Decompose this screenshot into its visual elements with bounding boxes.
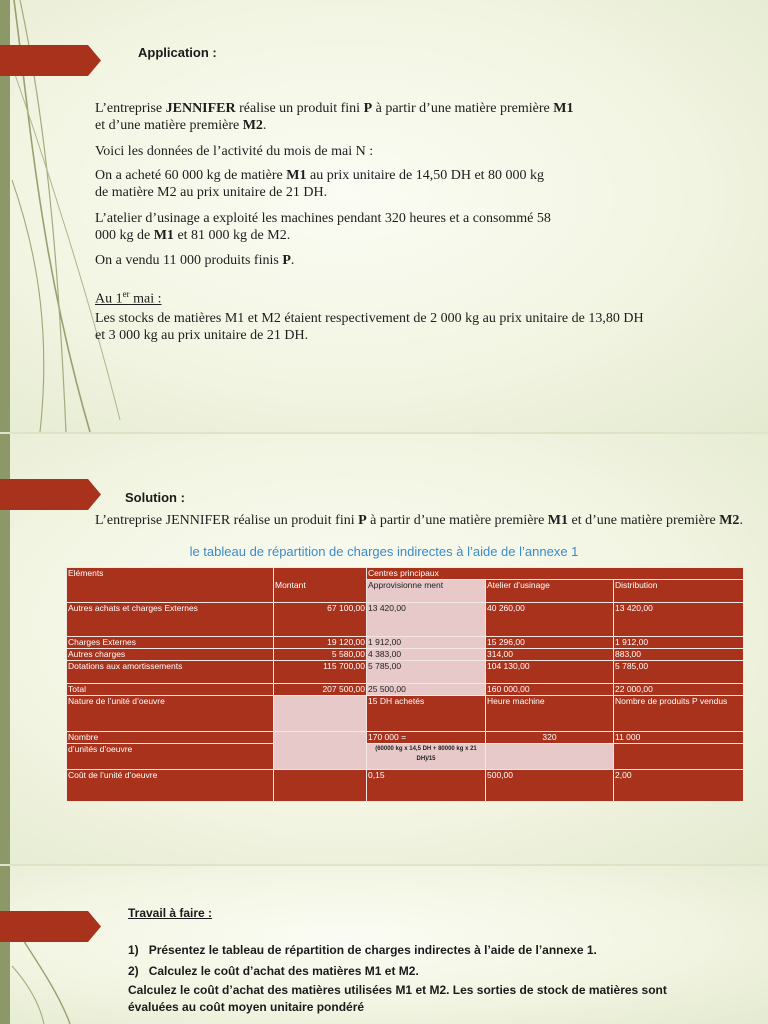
heading-banner <box>0 911 101 942</box>
cell-appro: 13 420,00 <box>367 603 486 637</box>
charges-table <box>66 567 744 802</box>
cell-formula: (60000 kg x 14,5 DH + 80000 kg x 21 DH)/15 <box>367 744 486 770</box>
cell-distribution: 883,00 <box>614 649 744 661</box>
row-label: Coût de l’unité d’oeuvre <box>67 770 274 802</box>
table-row <box>67 637 744 649</box>
table-title: le tableau de répartition de charges indirectes à l’aide de l’annexe 1 <box>189 544 579 559</box>
cell-montant: 67 100,00 <box>274 603 367 637</box>
cell-montant: 5 580,00 <box>274 649 367 661</box>
table-header-row <box>67 568 744 580</box>
cell-distribution: Nombre de produits P vendus <box>614 696 744 732</box>
cell-montant: 207 500,00 <box>274 684 367 696</box>
table-row <box>67 661 744 684</box>
row-label: d’unités d’oeuvre <box>67 744 274 770</box>
paragraph-sales: On a vendu 11 000 produits finis P. <box>95 253 295 268</box>
travail-heading: Travail à faire : <box>128 906 213 920</box>
cell-atelier: 104 130,00 <box>486 661 614 684</box>
solution-heading: Solution : <box>125 490 185 505</box>
cell-distribution: 1 912,00 <box>614 637 744 649</box>
paragraph-stocks: Les stocks de matières M1 et M2 étaient respectivement de 2 000 kg au prix unitaire de 13,80 DH et 3 000 kg au prix unitaire de 21 DH. <box>95 311 644 343</box>
cell-distribution-empty <box>614 744 744 770</box>
header-centres: Centres principaux <box>367 568 744 580</box>
cell-atelier: 40 260,00 <box>486 603 614 637</box>
question-1: 1) Présentez le tableau de répartition de charges indirectes à l’aide de l’annexe 1. <box>128 943 597 957</box>
cell-appro: 5 785,00 <box>367 661 486 684</box>
cell-appro: 25 500,00 <box>367 684 486 696</box>
cell-atelier: Heure machine <box>486 696 614 732</box>
solution-intro: L’entreprise JENNIFER réalise un produit fini P à partir d’une matière première M1 et d’une matière première M2. <box>95 513 743 528</box>
cell-atelier: 160 000,00 <box>486 684 614 696</box>
cell-atelier: 500,00 <box>486 770 614 802</box>
cell-appro: 15 DH achetés <box>367 696 486 732</box>
table-row-cout <box>67 770 744 802</box>
heading-banner <box>0 45 101 76</box>
table-row-nombre <box>67 732 744 744</box>
question-3: Calculez le coût d’achat des matières utilisées M1 et M2. Les sorties de stock de matières sont évaluées au coût moyen unitaire pondéré <box>128 983 667 1014</box>
cell-appro: 4 383,00 <box>367 649 486 661</box>
table-row <box>67 649 744 661</box>
cell-atelier-empty <box>486 744 614 770</box>
cell-distribution: 22 000,00 <box>614 684 744 696</box>
cell-appro: 1 912,00 <box>367 637 486 649</box>
cell-montant-empty <box>274 770 367 802</box>
paragraph-intro: L’entreprise JENNIFER réalise un produit fini P à partir d’une matière première M1 et d’une matière première M2. <box>95 101 574 133</box>
slide-application <box>0 0 768 432</box>
cell-montant-empty <box>274 732 367 770</box>
cell-appro: 170 000 = <box>367 732 486 744</box>
cell-atelier: 314,00 <box>486 649 614 661</box>
cell-distribution: 11 000 <box>614 732 744 744</box>
slide-travail <box>0 866 768 1024</box>
table-row-unites <box>67 744 744 770</box>
cell-montant: 19 120,00 <box>274 637 367 649</box>
header-appro: Approvisionne ment <box>367 580 486 603</box>
table-row-total <box>67 684 744 696</box>
heading-banner <box>0 479 101 510</box>
header-montant: Montant <box>274 568 367 603</box>
row-label: Autres achats et charges Externes <box>67 603 274 637</box>
header-elements: Eléments <box>67 568 274 603</box>
table-row <box>67 603 744 637</box>
cell-appro: 0,15 <box>367 770 486 802</box>
question-2: 2) Calculez le coût d’achat des matières M1 et M2. <box>128 964 419 978</box>
row-label: Nombre <box>67 732 274 744</box>
header-distribution: Distribution <box>614 580 744 603</box>
slide-solution <box>0 434 768 864</box>
vine-decoration <box>0 866 140 1024</box>
cell-distribution: 5 785,00 <box>614 661 744 684</box>
cell-distribution: 13 420,00 <box>614 603 744 637</box>
table-row-nature <box>67 696 744 732</box>
row-label: Autres charges <box>67 649 274 661</box>
paragraph-workshop: L’atelier d’usinage a exploité les machines pendant 320 heures et a consommé 58 000 kg de M1 et 81 000 kg de M2. <box>95 211 551 243</box>
application-heading: Application : <box>138 45 217 60</box>
cell-atelier: 15 296,00 <box>486 637 614 649</box>
cell-montant: 115 700,00 <box>274 661 367 684</box>
paragraph-data-intro: Voici les données de l’activité du mois de mai N : <box>95 144 374 159</box>
cell-distribution: 2,00 <box>614 770 744 802</box>
paragraph-date: Au 1er mai : <box>95 289 162 307</box>
row-label: Nature de l’unité d’oeuvre <box>67 696 274 732</box>
cell-montant-empty <box>274 696 367 732</box>
row-label: Total <box>67 684 274 696</box>
cell-atelier: 320 <box>486 732 614 744</box>
row-label: Charges Externes <box>67 637 274 649</box>
row-label: Dotations aux amortissements <box>67 661 274 684</box>
header-atelier: Atelier d’usinage <box>486 580 614 603</box>
paragraph-purchases: On a acheté 60 000 kg de matière M1 au prix unitaire de 14,50 DH et 80 000 kg de matière M2 au prix unitaire de 21 DH. <box>95 168 545 200</box>
